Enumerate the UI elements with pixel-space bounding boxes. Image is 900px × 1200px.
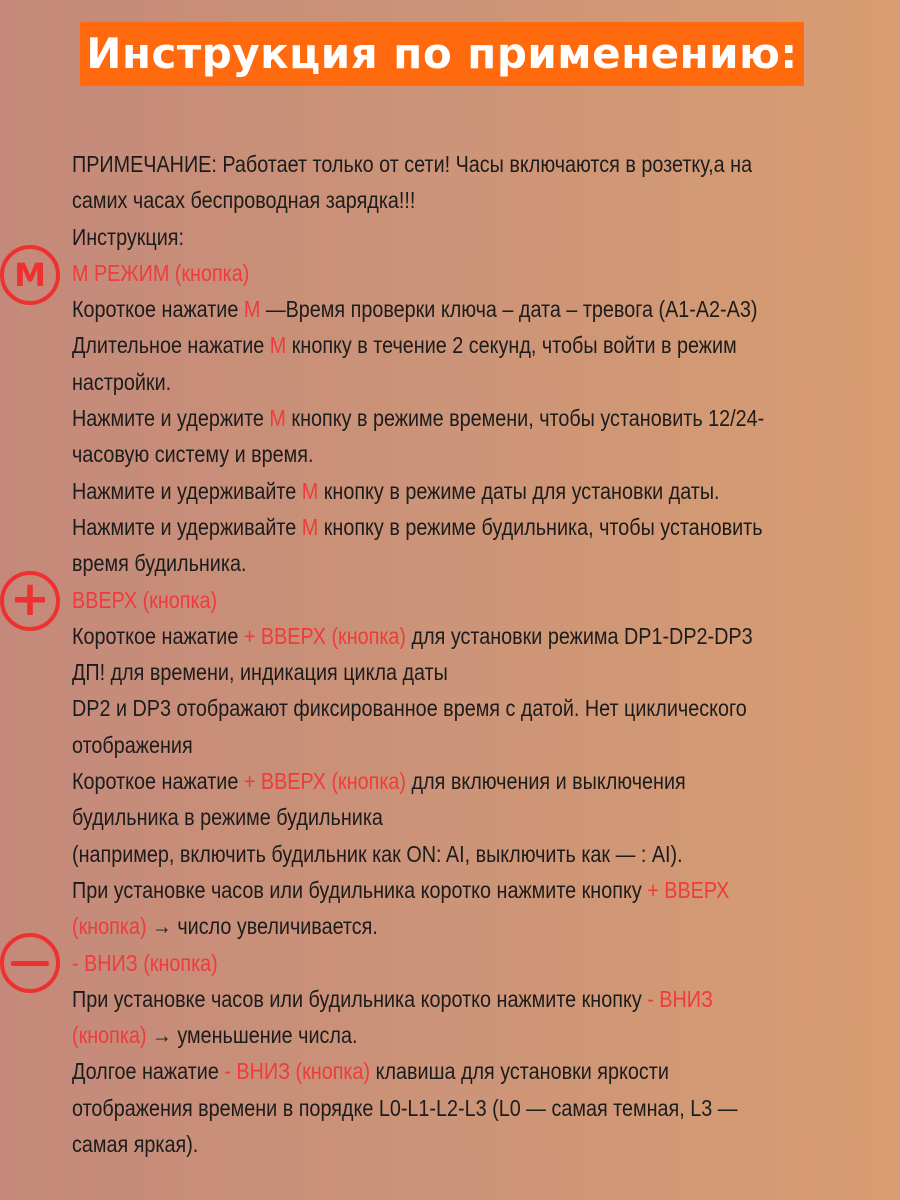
instruction-line [72,1126,773,1162]
line-text: —Время проверки ключа – дата – тревога (A1-A2-A3) [260,296,758,323]
mode-button-icon: M [0,245,60,305]
plus-button-icon: + [0,571,60,631]
line-text: Нажмите и удержите [72,405,270,432]
instruction-line [72,908,773,944]
instruction-line [72,618,773,654]
instruction-line [72,690,773,726]
highlighted-text: M [301,477,319,504]
instruction-line [72,1053,773,1089]
line-text: Нажмите и удерживайте [72,513,302,540]
line-text: Короткое нажатие [72,768,244,795]
line-text: Короткое нажатие [72,622,244,649]
line-text: кнопку в режиме времени, чтобы установить 12/24- [285,405,765,432]
line-text: DP2 и DP3 отображают фиксированное время с датой. Нет циклического [72,695,747,722]
line-text: часовую систему и время. [72,441,314,468]
instruction-line [72,654,773,690]
highlighted-text: M РЕЖИМ (кнопка) [72,259,250,286]
highlighted-text: + ВВЕРХ (кнопка) [243,622,407,649]
line-text: ДП! для времени, индикация цикла даты [72,659,448,686]
highlighted-text: M [243,296,261,323]
line-text: будильника в режиме будильника [72,804,383,831]
instruction-line [72,146,773,182]
highlighted-text: - ВНИЗ (кнопка) [72,949,218,976]
instruction-line [72,945,773,981]
instruction-line [72,182,773,218]
highlighted-text: + ВВЕРХ (кнопка) [243,768,407,795]
highlighted-text: ВВЕРХ (кнопка) [72,586,218,613]
highlighted-text: (кнопка) [72,913,147,940]
instruction-line [72,327,773,363]
line-text: настройки. [72,368,172,395]
line-text: кнопку в режиме даты для установки даты. [318,477,720,504]
line-text: самих часах беспроводная зарядка!!! [72,187,416,214]
line-text: (например, включить будильник как ON: AI, выключить как — : AI). [72,840,683,867]
line-text: Инструкция: [72,223,185,250]
line-text: При установке часов или будильника коротко нажмите кнопку [72,985,648,1012]
instruction-line [72,509,773,545]
instruction-line [72,400,773,436]
instruction-line [72,473,773,509]
line-text: При установке часов или будильника коротко нажмите кнопку [72,876,648,903]
line-text: ПРИМЕЧАНИЕ: Работает только от сети! Часы включаются в розетку,а на [72,151,753,177]
instruction-line [72,763,773,799]
line-text: → число увеличивается. [146,913,378,940]
line-text: для установки режима DP1-DP2-DP3 [406,622,753,649]
line-text: Короткое нажатие [72,296,244,323]
highlighted-text: M [269,332,287,359]
instruction-line [72,545,773,581]
minus-button-icon [0,933,60,993]
instruction-line [72,799,773,835]
instruction-line [72,255,773,291]
line-text: → уменьшение числа. [146,1022,358,1049]
line-text: отображения времени в порядке L0-L1-L2-L3 (L0 — самая темная, L3 — [72,1094,738,1121]
line-text: время будильника. [72,550,247,577]
line-text: клавиша для установки яркости [370,1058,669,1085]
line-text: самая яркая). [72,1131,199,1158]
instruction-line [72,219,773,255]
highlighted-text: + ВВЕРХ [647,876,730,903]
instruction-line [72,364,773,400]
highlighted-text: (кнопка) [72,1022,147,1049]
instruction-line [72,981,773,1017]
instruction-line [72,291,773,327]
instruction-line [72,582,773,618]
instruction-line [72,1090,773,1126]
page-title: Инструкция по применению: [80,22,804,86]
line-text: кнопку в течение 2 секунд, чтобы войти в режим [286,332,737,359]
instruction-line [72,836,773,872]
line-text: Длительное нажатие [72,332,270,359]
instruction-line [72,436,773,472]
line-text: для включения и выключения [406,768,686,795]
highlighted-text: M [301,513,319,540]
line-text: Нажмите и удерживайте [72,477,302,504]
highlighted-text: - ВНИЗ (кнопка) [224,1058,371,1085]
instruction-line [72,872,773,908]
highlighted-text: M [269,405,286,432]
line-text: кнопку в режиме будильника, чтобы установить [318,513,763,540]
highlighted-text: - ВНИЗ [647,985,713,1012]
line-text: отображения [72,731,193,758]
instruction-line [72,727,773,763]
instruction-text [72,146,773,1162]
line-text: Долгое нажатие [72,1058,225,1085]
instruction-line [72,1017,773,1053]
